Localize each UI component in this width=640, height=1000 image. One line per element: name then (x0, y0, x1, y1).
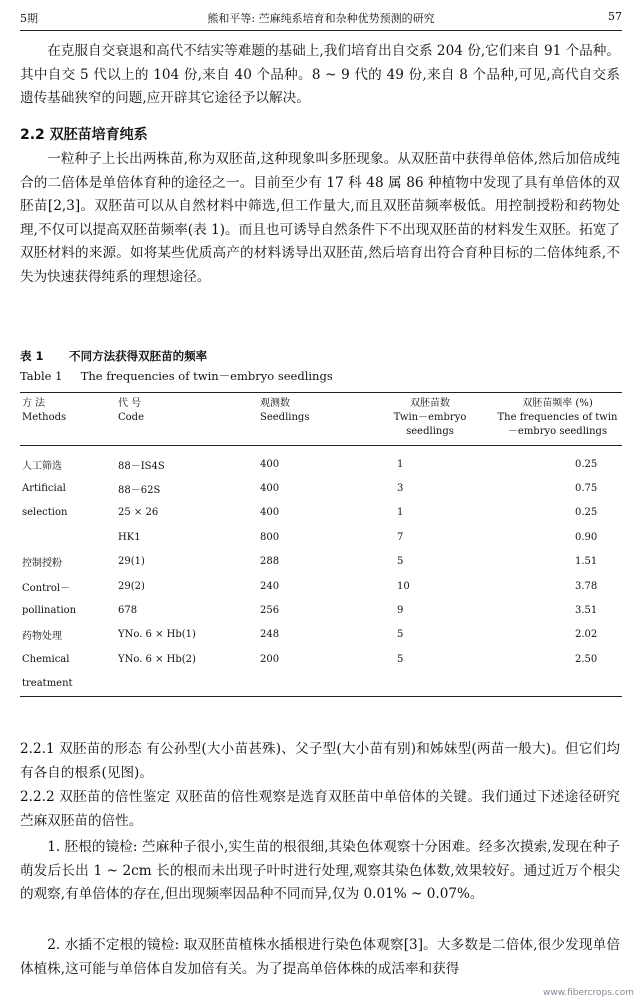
header-frequency: 双胚苗频率 (%) The frequencies of twin－embryo seedlings (497, 398, 618, 437)
table-row (20, 672, 622, 697)
table-label-cn: 表 1 (20, 349, 44, 363)
cell-frequency: 0.25 (575, 458, 598, 470)
cell-twin: 10 (397, 580, 410, 592)
item-2-paragraph: 2. 水插不定根的镜检: 取双胚苗植株水插根进行染色体观察[3]。大多数是二倍体,很少发现单倍体植株,这可能与单倍体自发加倍有关。为了提高单倍体株的成活率和获得 (20, 937, 620, 977)
cell-seedlings: 400 (260, 483, 280, 495)
table-label-en: Table 1 (20, 369, 63, 383)
cell-method: Artificial (22, 483, 66, 495)
header-code: 代 号 Code (118, 398, 144, 423)
cell-method: 控制授粉 (22, 558, 62, 570)
cell-twin: 1 (397, 507, 404, 519)
page-number: 57 (608, 10, 622, 23)
table-caption-cn (20, 348, 207, 364)
cell-method: Chemical (22, 653, 70, 665)
cell-method: Control－ (22, 582, 71, 594)
cell-code: 29(1) (118, 556, 145, 568)
section-2-2-paragraph: 一粒种子上长出两株苗,称为双胚苗,这种现象叫多胚现象。从双胚苗中获得单倍体,然后加倍成纯合的二倍体是单倍体育种的途径之一。目前至少有 17 科 48 属 86 种植物中发现了具有单倍体的双胚苗[2,3]。双胚苗可以从自然材料中筛选,但工作量大,而且双胚苗频率极低。用控制授粉和药物处理,不仅可以提高双胚苗频率(表 1)。而且也可诱导自然条件下不出现双胚苗的材料发生双胚。拓宽了双胚材料的来源。如将某些优质高产的材料诱导出双胚苗,然后培育出符合育种目标的二倍体纯系,不失为快速获得纯系的理想途径。 (20, 151, 620, 285)
cell-frequency: 0.90 (575, 531, 598, 543)
cell-code: YNo. 6 × Hb(1) (118, 629, 196, 641)
cell-code: YNo. 6 × Hb(2) (118, 653, 196, 665)
table-row (20, 598, 622, 622)
table-row (20, 647, 622, 671)
cell-seedlings: 256 (260, 605, 280, 617)
cell-code (116, 672, 240, 697)
cell-twin: 7 (397, 531, 404, 543)
cell-seedlings: 248 (260, 629, 280, 641)
cell-frequency: 3.78 (575, 580, 598, 592)
cell-twin: 5 (397, 556, 404, 568)
table-row (20, 525, 622, 549)
cell-frequency: 1.51 (575, 556, 598, 568)
cell-code: 29(2) (118, 580, 145, 592)
cell-twin (367, 672, 493, 697)
table-title-cn: 不同方法获得双胚苗的频率 (69, 349, 208, 363)
running-header (20, 10, 622, 31)
cell-method: treatment (22, 678, 73, 690)
cell-frequency: 2.02 (575, 629, 598, 641)
cell-seedlings (240, 672, 367, 697)
cell-method: 药物处理 (22, 631, 62, 643)
cell-method (20, 525, 116, 549)
table-row (20, 476, 622, 500)
cell-code: 25 × 26 (118, 507, 159, 519)
table-row (20, 446, 622, 477)
running-title: 熊和平等: 苎麻纯系培育和杂种优势预测的研究 (207, 12, 435, 25)
cell-code: HK1 (118, 531, 141, 543)
table-row (20, 501, 622, 525)
frequency-table (20, 392, 622, 697)
cell-twin: 1 (397, 458, 404, 470)
cell-frequency: 0.25 (575, 507, 598, 519)
cell-seedlings: 400 (260, 507, 280, 519)
issue-number: 5期 (20, 12, 38, 25)
cell-frequency: 2.50 (575, 653, 598, 665)
section-heading-2-2: 2.2 双胚苗培育纯系 (20, 127, 148, 143)
cell-twin: 5 (397, 629, 404, 641)
cell-code: 88－62S (118, 485, 161, 497)
table-row (20, 574, 622, 598)
cell-frequency (493, 672, 622, 697)
cell-method: pollination (22, 605, 77, 617)
table-row (20, 623, 622, 647)
cell-frequency: 0.75 (575, 483, 598, 495)
cell-method: 人工筛选 (22, 460, 62, 472)
item-1-paragraph: 1. 胚根的镜检: 苎麻种子很小,实生苗的根很细,其染色体观察十分困难。经多次摸索,发现在种子萌发后长出 1 ~ 2cm 长的根而未出现子叶时进行处理,观察其染色体数,效果较好。通过近万个根尖的观察,有单倍体的存在,但出现频率因品种不同而异,仅为 0.01% ~ 0.07%。 (20, 839, 620, 902)
cell-twin: 9 (397, 605, 404, 617)
cell-method: selection (22, 507, 68, 519)
cell-seedlings: 400 (260, 458, 280, 470)
cell-code: 88－IS4S (118, 460, 165, 472)
intro-paragraph: 在克服自交衰退和高代不结实等难题的基础上,我们培育出自交系 204 份,它们来自 91 个品种。其中自交 5 代以上的 104 份,来自 40 个品种。8 ~ 9 代的 49 份,来自 8 个品种,可见,高代自交系遗传基础狭窄的问题,应开辟其它途径予以解决。 (20, 43, 620, 106)
cell-seedlings: 800 (260, 531, 280, 543)
cell-twin: 3 (397, 483, 404, 495)
table-row (20, 550, 622, 574)
watermark: www.fibercrops.com (543, 988, 634, 998)
header-methods: 方 法 Methods (22, 398, 67, 423)
header-seedlings: 观测数 Seedlings (260, 398, 310, 423)
section-2-2-1: 2.2.1 双胚苗的形态 有公孙型(大小苗甚殊)、父子型(大小苗有别)和姊妹型(两苗一般大)。但它们均有各自的根系(见图)。 (20, 741, 620, 781)
cell-code: 678 (118, 605, 138, 617)
section-2-2-2: 2.2.2 双胚苗的倍性鉴定 双胚苗的倍性观察是选育双胚苗中单倍体的关键。我们通过下述途径研究苎麻双胚苗的倍性。 (20, 789, 620, 829)
cell-twin: 5 (397, 653, 404, 665)
cell-seedlings: 240 (260, 580, 280, 592)
header-twin: 双胚苗数 Twin－embryo seedlings (393, 398, 467, 437)
table-caption-en (20, 368, 333, 384)
cell-seedlings: 288 (260, 556, 280, 568)
cell-frequency: 3.51 (575, 605, 598, 617)
table-title-en: The frequencies of twin－embryo seedlings (80, 369, 333, 383)
cell-seedlings: 200 (260, 653, 280, 665)
table-header-row (20, 393, 622, 446)
